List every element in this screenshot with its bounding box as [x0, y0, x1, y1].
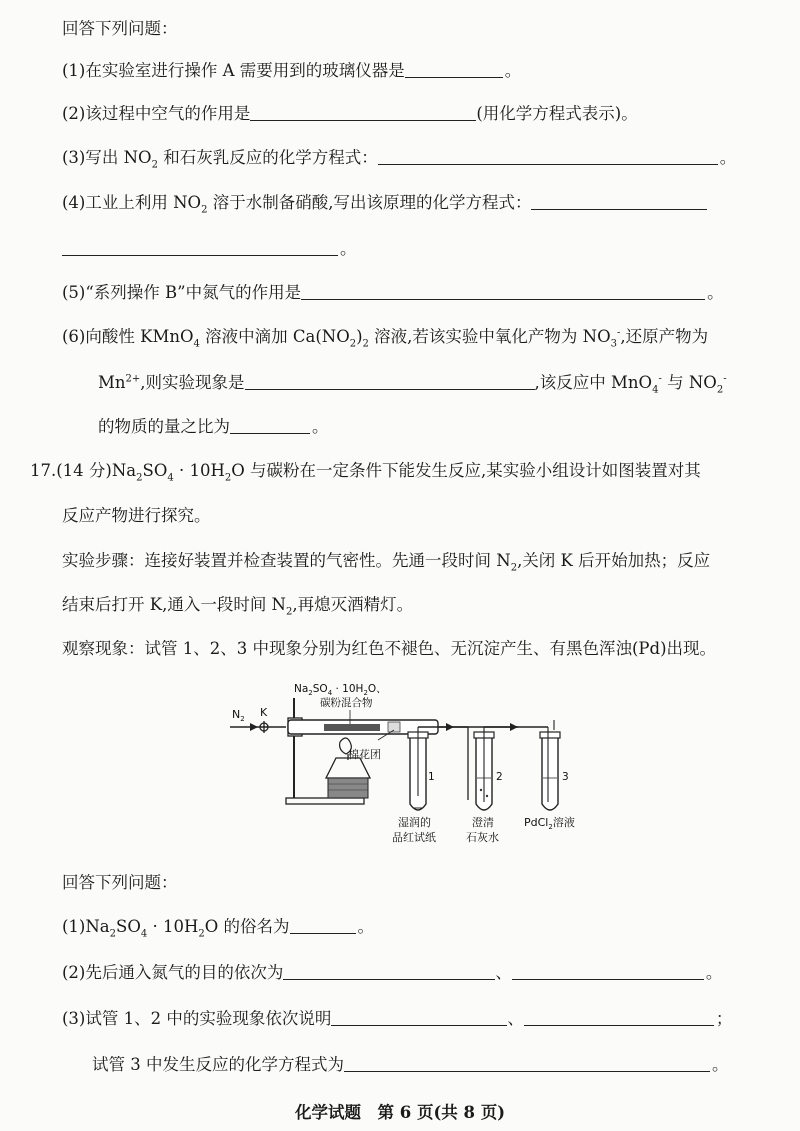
answer-blank[interactable]: [283, 963, 495, 980]
tube-2-label-2: 石灰水: [466, 831, 499, 844]
q16-2: (2)该过程中空气的作用是 (用化学方程式表示)。: [62, 104, 638, 123]
tube-1-label: 湿润的: [398, 816, 431, 829]
tube-3-number: 3: [562, 771, 569, 783]
tube-1-number: 1: [428, 771, 435, 783]
q16-6-cont: $Mn^{2+}$,则实验现象是 ,该反应中 MnO$_4$- 与 $NO_2^-$: [98, 373, 727, 396]
answer-blank[interactable]: [250, 104, 476, 121]
tube-3-label: PdCl$_2$溶液: [524, 816, 575, 831]
mixture-label: $Na_2SO_4 \cdot 10H_2O$、: [294, 683, 387, 697]
answer-blank[interactable]: [344, 1055, 710, 1072]
q17-1: $(1)Na_2SO_4 \cdot 10H_2O$ 的俗名为 。: [62, 917, 375, 940]
q16-6: (6)向酸性 KMnO$_4$ 溶液中滴加 $Ca(NO_2)_2$ 溶液,若该实验中氧化产物为 $NO_3^-$,还原产物为: [62, 327, 709, 350]
tube-1-label-2: 品红试纸: [392, 831, 436, 844]
q16-4-cont: 。: [62, 238, 357, 260]
q17-observation: 观察现象：试管 1、2、3 中现象分别为红色不褪色、无沉淀产生、有黑色浑浊(Pd)出现。: [62, 639, 717, 658]
gas-inlet-arrow: [230, 723, 286, 731]
answer-blank[interactable]: [301, 283, 705, 300]
apparatus-diagram: [228, 680, 588, 845]
mixture-label-line2: 碳粉混合物: [320, 697, 373, 709]
q17-steps: 实验步骤：连接好装置并检查装置的气密性。先通一段时间 $N_2$,关闭 K 后开始加热；反应: [62, 551, 711, 574]
answer-blank[interactable]: [531, 193, 707, 210]
valve-label: K: [260, 706, 268, 719]
q16-4: (4)工业上利用 $NO_2$ 溶于水制备硝酸,写出该原理的化学方程式：: [62, 192, 707, 214]
tube-2-label: 澄清: [472, 816, 494, 829]
answer-blank[interactable]: [524, 1009, 714, 1026]
answer-blank[interactable]: [512, 963, 704, 980]
cotton-label: 棉花团: [348, 748, 381, 761]
q17-3b: 试管 3 中发生反应的化学方程式为 。: [92, 1055, 729, 1074]
answer-blank[interactable]: [62, 239, 338, 256]
answer-blank[interactable]: [245, 373, 535, 390]
gas-label: $N_2$: [232, 708, 245, 723]
q17-answer-heading: 回答下列问题：: [62, 873, 178, 892]
answer-blank[interactable]: [230, 417, 310, 434]
q17-2: (2)先后通入氮气的目的依次为 、 。: [62, 963, 723, 982]
q17-steps-cont: 结束后打开 K,通入一段时间 $N_2$,再熄灭酒精灯。: [62, 595, 414, 618]
test-tube-1: [408, 727, 468, 810]
page-footer: 化学试题 第 6 页(共 8 页): [294, 1103, 506, 1122]
q17-intro-cont: 反应产物进行探究。: [62, 506, 211, 525]
section-heading: 回答下列问题：: [62, 19, 178, 38]
q16-1: (1)在实验室进行操作 A 需要用到的玻璃仪器是 。: [62, 61, 522, 80]
answer-blank[interactable]: [290, 917, 356, 934]
q17-intro: 17.(14 分)$Na_2SO_4 \cdot 10H_2O$ 与碳粉在一定条件下能发生反应,某实验小组设计如图装置对其: [30, 461, 701, 484]
q17-3: (3)试管 1、2 中的实验现象依次说明 、 ；: [62, 1009, 733, 1028]
alcohol-lamp: [326, 738, 370, 798]
q16-5: (5)“系列操作 B”中氮气的作用是 。: [62, 283, 724, 302]
answer-blank[interactable]: [405, 61, 503, 78]
q16-6-cont2: 的物质的量之比为 。: [98, 417, 329, 436]
answer-blank[interactable]: [378, 148, 718, 165]
q16-3: (3)写出 $NO_2$ 和石灰乳反应的化学方程式： 。: [62, 148, 737, 171]
tube-2-number: 2: [496, 771, 503, 783]
answer-blank[interactable]: [331, 1009, 507, 1026]
test-tube-3: [484, 720, 560, 810]
